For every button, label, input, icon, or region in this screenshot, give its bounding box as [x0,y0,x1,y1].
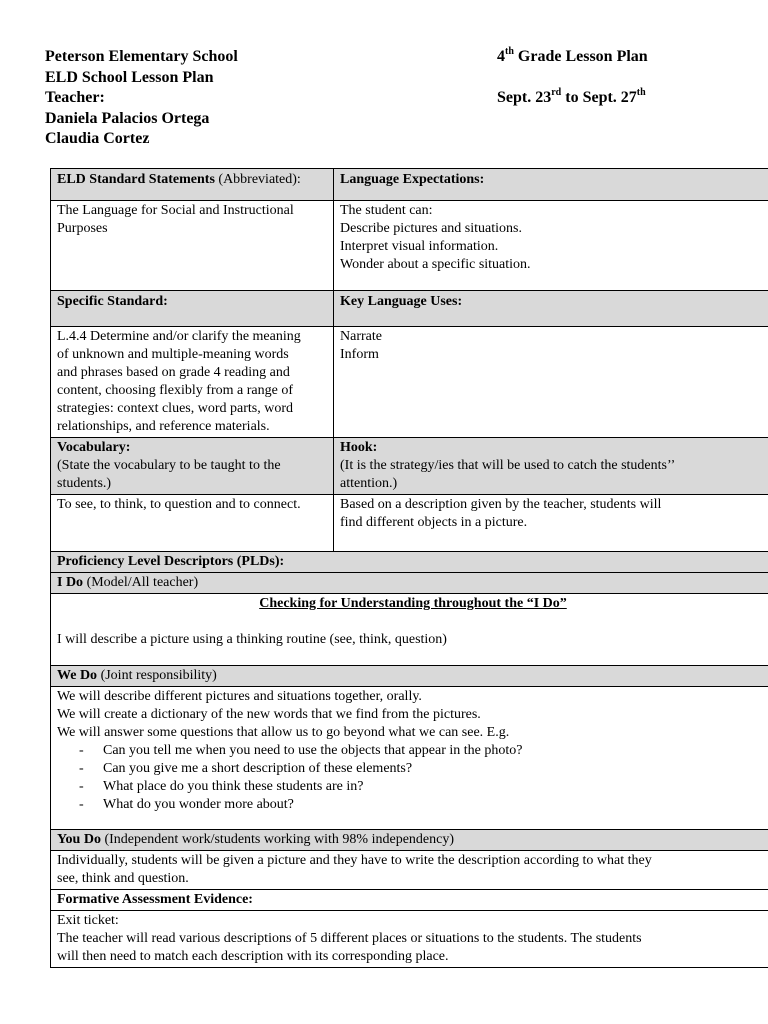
grade-title: 4th Grade Lesson Plan [497,45,648,65]
row-plds [51,552,768,573]
list-item: - What do you wonder more about? [79,797,294,812]
row-you-do-content [51,851,768,890]
row-formative-header [51,890,768,911]
row-vocab-content [51,495,768,552]
we-do-content: We will describe different pictures and situations together, orally. We will create a dictionary of the new words that we find from the pictures. We will answer some questions that allow us to go beyond what we can see. E.g. - Can you tell me when you need to use the objects that appear in the photo? - Can you give me a short description of these elements? - What place do you think these students are in? - What do you wonder more about? [51,687,768,830]
we-do-label: We Do (Joint responsibility) [51,666,768,687]
lesson-plan-table [50,168,768,968]
list-item: - Can you tell me when you need to use the objects that appear in the photo? [79,743,523,758]
school-header [45,47,238,150]
you-do-label: You Do (Independent work/students working with 98% independency) [51,830,768,851]
hook-label: Hook: (It is the strategy/ies that will be used to catch the students’’ attention.) [334,438,768,495]
we-do-question-list [57,742,768,814]
list-item: - What place do you think these students are in? [79,779,364,794]
plan-type: ELD School Lesson Plan [45,68,214,86]
key-language-value: Narrate Inform [334,327,768,438]
i-do-label: I Do (Model/All teacher) [51,573,768,594]
row-specific-header [51,291,768,327]
hook-value: Based on a description given by the teacher, students will find different objects in a picture. [334,495,768,552]
row-eld-header [51,169,768,201]
vocabulary-label: Vocabulary: (State the vocabulary to be taught to the students.) [51,438,334,495]
row-i-do-header [51,573,768,594]
lang-exp-value: The student can: Describe pictures and situations. Interpret visual information. Wonder about a specific situation. [334,201,768,291]
teacher-name-2: Claudia Cortez [45,130,150,147]
row-formative-content [51,911,768,968]
row-vocab-header [51,438,768,495]
cfu-heading: Checking for Understanding throughout the “I Do” [259,596,567,611]
i-do-text: I will describe a picture using a thinking routine (see, think, question) [57,632,447,647]
eld-value: The Language for Social and Instructional Purposes [51,201,334,291]
plds-label: Proficiency Level Descriptors (PLDs): [51,552,768,573]
row-you-do-header [51,830,768,851]
row-we-do-header [51,666,768,687]
date-range: Sept. 23rd to Sept. 27th [497,86,646,106]
grade-header [497,47,648,109]
vocabulary-value: To see, to think, to question and to connect. [51,495,334,552]
row-specific-content [51,327,768,438]
formative-label: Formative Assessment Evidence: [51,890,768,911]
specific-standard-value: L.4.4 Determine and/or clarify the meaning of unknown and multiple-meaning words and phrases based on grade 4 reading and content, choosing flexibly from a range of strategies: context clues, word parts, word relationships, and reference materials. [51,327,334,438]
specific-standard-label: Specific Standard: [51,291,334,327]
row-eld-content [51,201,768,291]
lang-exp-label: Language Expectations: [334,169,768,201]
row-i-do-content [51,594,768,666]
key-language-label: Key Language Uses: [334,291,768,327]
eld-label: ELD Standard Statements (Abbreviated): [51,169,334,201]
teacher-name-1: Daniela Palacios Ortega [45,109,210,127]
you-do-content: Individually, students will be given a picture and they have to write the description according to what they see, think and question. [51,851,768,890]
list-item: - Can you give me a short description of these elements? [79,761,413,776]
teacher-label: Teacher: [45,89,105,106]
formative-content: Exit ticket: The teacher will read various descriptions of 5 different places or situations to the students. The students will then need to match each description with its corresponding place. [51,911,768,968]
school-name: Peterson Elementary School [45,48,238,65]
row-we-do-content [51,687,768,830]
i-do-content [51,594,768,666]
